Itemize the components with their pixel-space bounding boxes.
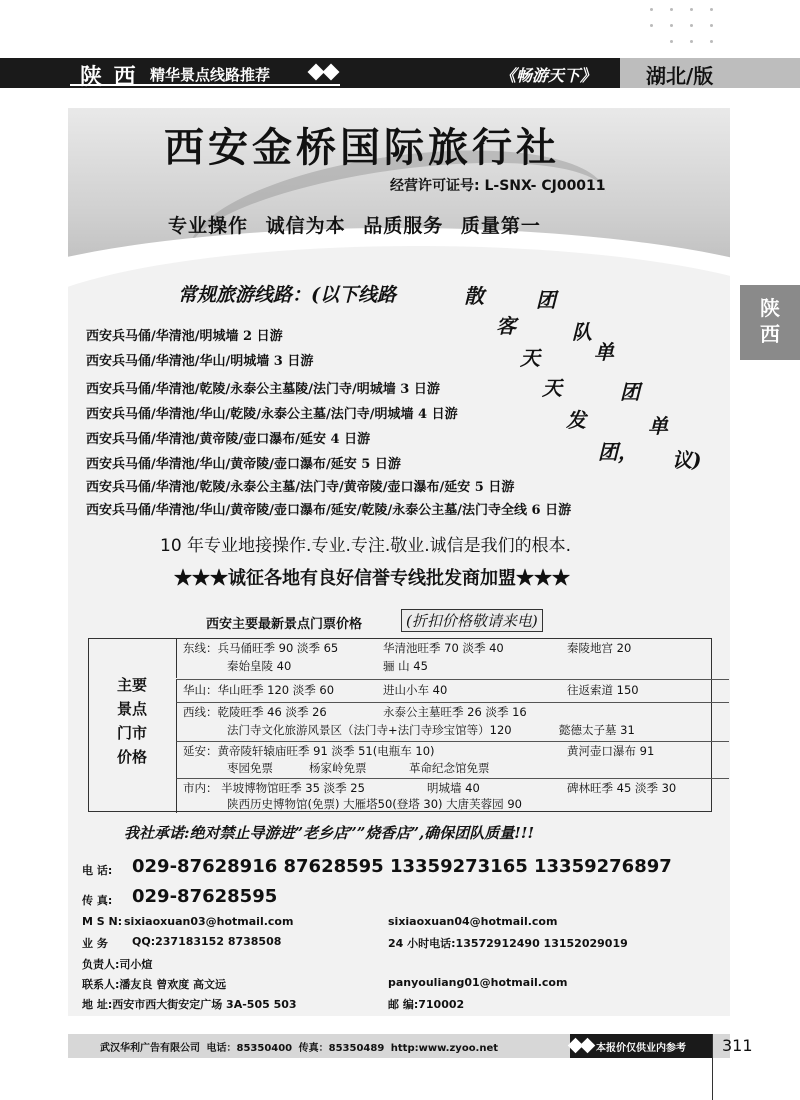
price-note: (折扣价格敬请来电)	[401, 609, 543, 632]
route-note-char: 发	[566, 408, 586, 432]
company-statement: 10 年专业地接操作.专业.专注.敬业.诚信是我们的根本.	[160, 536, 572, 556]
route-item: 西安兵马俑/华清池/乾陵/永泰公主墓陵/法门寺/明城墙 3 日游	[86, 382, 440, 397]
header-magazine: 《畅游天下》	[500, 66, 597, 85]
header-province: 陕 西	[80, 64, 138, 90]
decor-dot	[710, 8, 713, 11]
routes-title: 常规旅游线路：(以下线路	[178, 284, 396, 306]
decor-dot	[670, 8, 673, 11]
price-cell: 延安：黄帝陵轩辕庙旺季 91 淡季 51(电瓶车 10)	[183, 744, 435, 758]
contact-persons: 联系人:潘友良 曾欢度 高文远	[82, 978, 227, 991]
address: 地 址:西安市西大街安定广场 3A-505 503	[82, 998, 297, 1011]
decor-dot	[670, 24, 673, 27]
side-tab-char: 西	[760, 322, 780, 346]
route-item: 西安兵马俑/华清池/华山/黄帝陵/壶口瀑布/延安/乾陵/永泰公主墓/法门寺全线 6 日游	[86, 503, 572, 518]
msn-email: sixiaoxuan04@hotmail.com	[388, 915, 558, 928]
route-note-char: 团，	[598, 440, 638, 464]
recruit-banner: ★★★诚征各地有良好信誉专线批发商加盟★★★	[174, 568, 570, 589]
qq-number: QQ:237183152 8738508	[132, 935, 282, 948]
contact-email: panyouliang01@hotmail.com	[388, 976, 568, 989]
company-name: 西安金桥国际旅行社	[164, 124, 560, 171]
route-note-char: 单	[648, 414, 668, 438]
fax-label: 传 真:	[82, 894, 113, 907]
route-note-char: 议)	[672, 448, 702, 472]
price-cell: 秦始皇陵 40	[227, 659, 292, 673]
price-cell: 西线：乾陵旺季 46 淡季 26	[183, 705, 327, 719]
price-cell: 杨家岭免票	[309, 761, 367, 775]
route-note-char: 散	[464, 284, 484, 308]
decor-dot	[690, 40, 693, 43]
fax-value: 029-87628595	[132, 886, 278, 907]
price-cell: 华清池旺季 70 淡季 40	[383, 641, 504, 655]
phone-label: 电 话:	[82, 864, 113, 877]
ad-panel	[68, 108, 730, 1016]
side-tab	[740, 285, 800, 360]
price-row-yanan	[176, 741, 729, 778]
footer-divider	[712, 1034, 713, 1100]
decor-dot	[650, 24, 653, 27]
footer-agency: 武汉华利广告有限公司 电话：85350400 传真：85350489 http:www.zyoo.net	[100, 1043, 499, 1054]
price-title: 西安主要最新景点门票价格	[206, 617, 363, 632]
decor-dot	[690, 8, 693, 11]
price-cell: 枣园免票	[227, 761, 273, 775]
price-cell: 东线：兵马俑旺季 90 淡季 65	[183, 641, 339, 655]
route-note-char: 天	[520, 346, 540, 370]
price-category-line: 价格	[116, 748, 147, 766]
price-category-line: 门市	[116, 724, 147, 742]
price-row-east	[176, 638, 729, 678]
price-row-west	[176, 702, 729, 741]
route-item: 西安兵马俑/华清池/乾陵/永泰公主墓/法门寺/黄帝陵/壶口瀑布/延安 5 日游	[86, 480, 515, 495]
page-number: 311	[722, 1036, 753, 1055]
price-category	[102, 673, 162, 769]
price-cell: 骊 山 45	[383, 659, 428, 673]
header-edition: 湖北/版	[646, 64, 714, 88]
price-cell: 华山：华山旺季 120 淡季 60	[183, 683, 335, 697]
route-item: 西安兵马俑/华清池/明城墙 2 日游	[86, 329, 283, 344]
route-item: 西安兵马俑/华清池/华山/明城墙 3 日游	[86, 354, 314, 369]
price-cell: 黄河壶口瀑布 91	[567, 744, 655, 758]
price-cell: 陕西历史博物馆(免票) 大雁塔50(登塔 30) 大唐芙蓉园 90	[227, 797, 522, 811]
business-label: 业 务	[82, 937, 108, 950]
slogan: 专业操作 诚信为本 品质服务 质量第一	[168, 215, 541, 237]
price-cell: 明城墙 40	[427, 781, 480, 795]
route-note-char: 队	[572, 320, 592, 344]
price-cell: 懿德太子墓 31	[559, 723, 635, 737]
price-cell: 往返索道 150	[567, 683, 639, 697]
hotline: 24 小时电话:13572912490 13152029019	[388, 937, 628, 950]
route-note-char: 团	[620, 380, 640, 404]
price-row-city	[176, 778, 729, 813]
route-note-char: 天	[542, 376, 562, 400]
price-cell: 市内： 半坡博物馆旺季 35 淡季 25	[183, 781, 365, 795]
route-note-char: 客	[496, 314, 516, 338]
price-cell: 革命纪念馆免票	[409, 761, 490, 775]
price-cell: 碑林旺季 45 淡季 30	[567, 781, 677, 795]
footer-note: 本报价仅供业内参考	[596, 1043, 686, 1054]
route-note-char: 单	[594, 340, 614, 364]
decor-dot	[670, 40, 673, 43]
price-cell: 法门寺文化旅游风景区（法门寺+法门寺珍宝馆等）120	[227, 723, 512, 737]
license-number: 经营许可证号: L-SNX- CJ00011	[390, 178, 606, 194]
price-category-line: 主要	[116, 676, 147, 694]
decor-dot	[650, 8, 653, 11]
price-cell: 秦陵地宫 20	[567, 641, 632, 655]
route-item: 西安兵马俑/华清池/黄帝陵/壶口瀑布/延安 4 日游	[86, 432, 371, 447]
header-subtitle: 精华景点线路推荐	[150, 66, 271, 84]
decor-dot	[710, 40, 713, 43]
route-note-char: 团	[536, 288, 556, 312]
quality-pledge: 我社承诺:绝对禁止导游进”老乡店””烧香店”,确保团队质量!!!	[124, 824, 535, 842]
decor-dot	[710, 24, 713, 27]
price-cell: 永泰公主墓旺季 26 淡季 16	[383, 705, 527, 719]
price-row-huashan	[176, 679, 729, 702]
decor-dot	[690, 24, 693, 27]
zip-code: 邮 编:710002	[388, 998, 465, 1011]
msn-email: sixiaoxuan03@hotmail.com	[124, 915, 294, 928]
route-item: 西安兵马俑/华清池/华山/黄帝陵/壶口瀑布/延安 5 日游	[86, 457, 401, 472]
price-category-line: 景点	[116, 700, 147, 718]
msn-label: M S N:	[82, 915, 123, 928]
price-cell: 进山小车 40	[383, 683, 448, 697]
person-in-charge: 负责人:司小煊	[82, 958, 153, 971]
route-item: 西安兵马俑/华清池/华山/乾陵/永泰公主墓/法门寺/明城墙 4 日游	[86, 407, 458, 422]
side-tab-char: 陕	[760, 296, 780, 320]
phone-value: 029-87628916 87628595 13359273165 13359276897	[132, 856, 672, 877]
